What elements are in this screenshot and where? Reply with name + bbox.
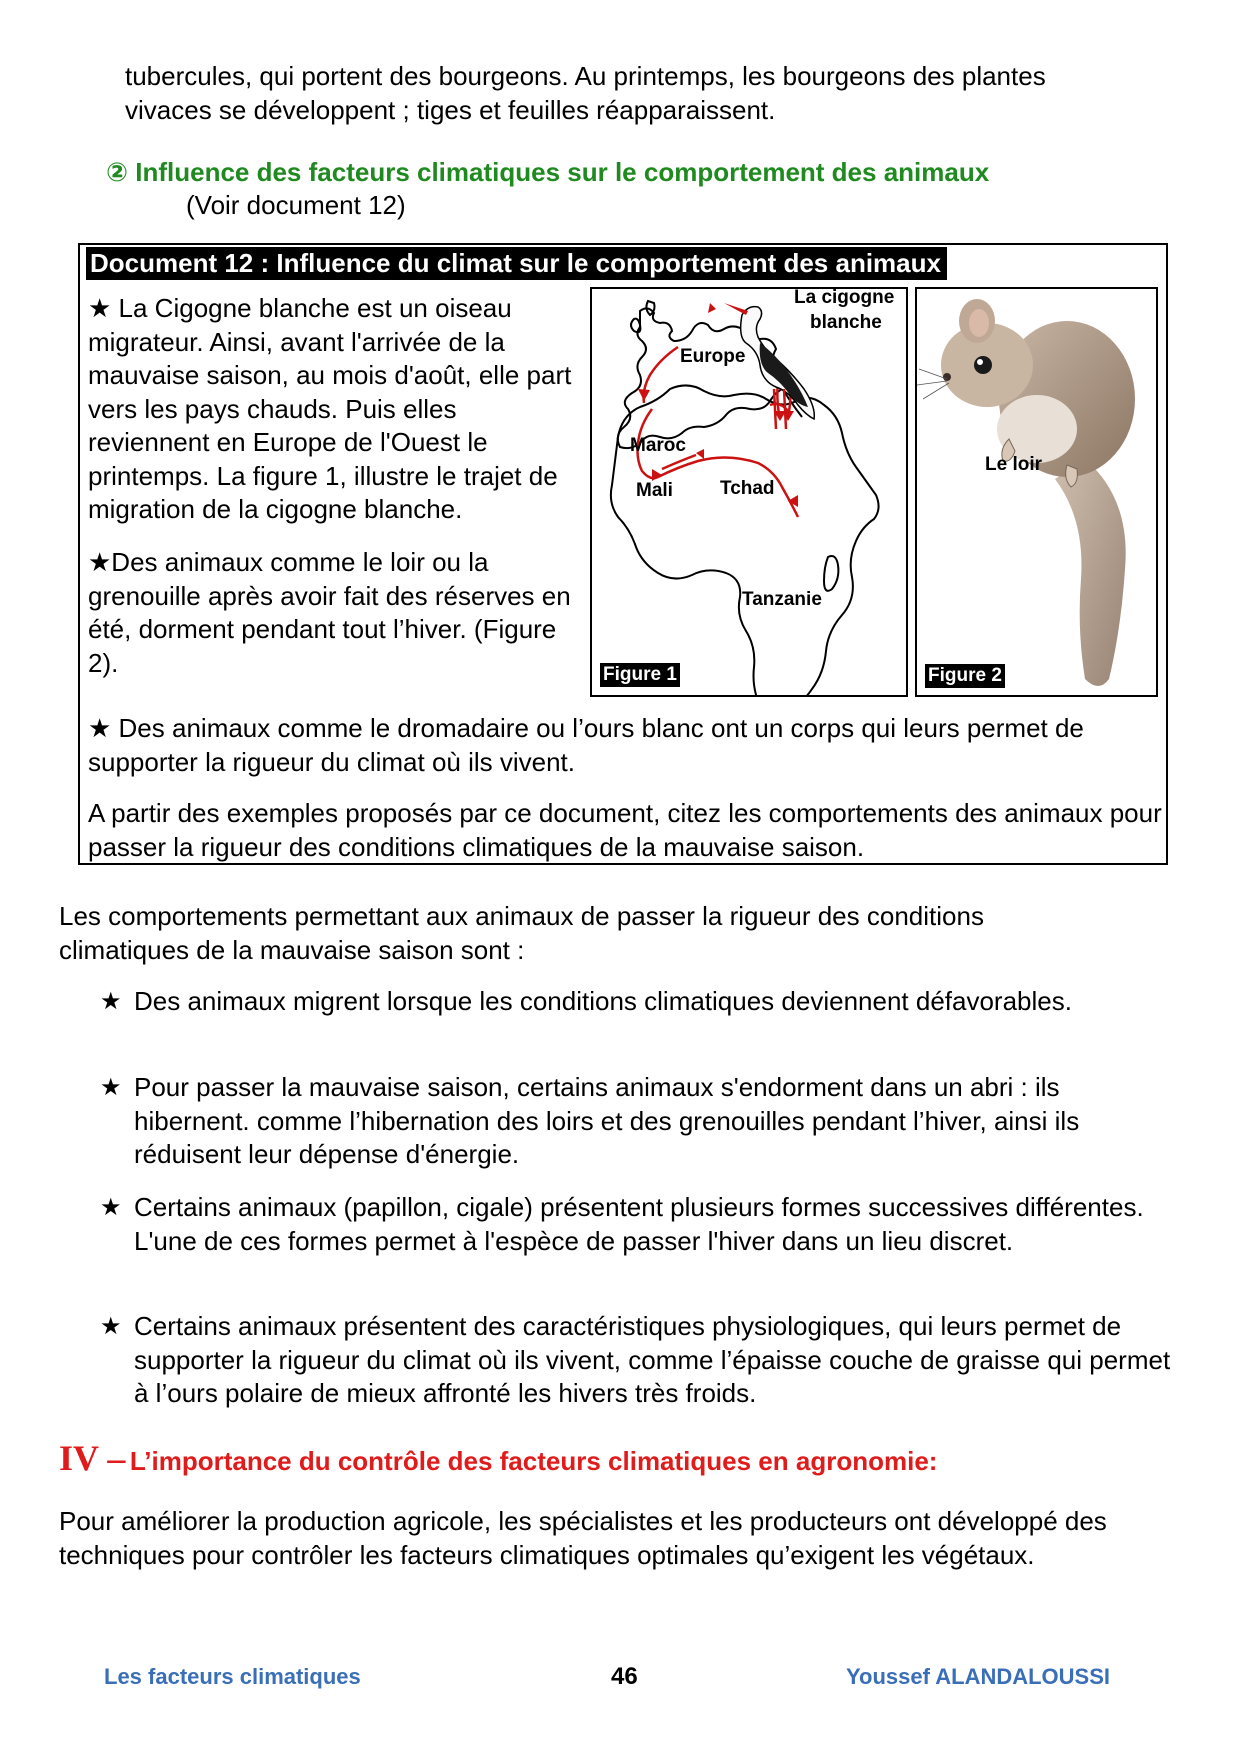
map-label-mali: Mali	[636, 480, 673, 501]
footer-left: Les facteurs climatiques	[104, 1664, 361, 1689]
figure-1-label: Figure 1	[600, 663, 680, 687]
section-2-subnote: (Voir document 12)	[186, 190, 406, 220]
section-2-heading: ② Influence des facteurs climatiques sur le comportement des animaux	[106, 157, 990, 187]
answer-intro: Les comportements permettant aux animaux de passer la rigueur des conditions climatiques de la mauvaise saison sont :	[59, 901, 984, 965]
answer-item-3	[100, 1191, 1180, 1293]
section-4-numeral: IV –	[59, 1438, 126, 1478]
section-4-title: L’importance du contrôle des facteurs climatiques en agronomie:	[129, 1446, 938, 1476]
madagascar-coastline	[824, 556, 838, 591]
document-12-question: A partir des exemples proposés par ce document, citez les comportements des animaux pour passer la rigueur des conditions climatiques de la mauvaise saison.	[88, 798, 1162, 862]
answer-item-4	[100, 1310, 1180, 1412]
footer-page-number: 46	[611, 1663, 638, 1690]
star-icon: ★	[100, 1194, 122, 1221]
answer-item-text: Certains animaux (papillon, cigale) présentent plusieurs formes successives différentes. L'une de ces formes permet à l'espèce de passer l'hiver dans un lieu discret.	[134, 1192, 1144, 1256]
star-icon: ★	[100, 1074, 122, 1101]
stork-label-line-1: La cigogne	[794, 287, 895, 308]
document-12-para-1: ★ La Cigogne blanche est un oiseau migrateur. Ainsi, avant l'arrivée de la mauvaise saison, au mois d'août, elle part vers les pays chauds. Puis elles reviennent en Europe de l'Ouest le printemps. La figure 1, illustre le trajet de migration de la cigogne blanche.	[88, 293, 572, 524]
dormouse-label: Le loir	[985, 454, 1043, 475]
star-icon: ★	[100, 1313, 122, 1340]
stork-label-line-2: blanche	[810, 312, 882, 333]
africa-coastline	[611, 385, 879, 695]
intro-line-1: tubercules, qui portent des bourgeons. Au printemps, les bourgeons des plantes	[125, 61, 1046, 91]
document-12-para-3: ★ Des animaux comme le dromadaire ou l’ours blanc ont un corps qui leurs permet de supporter la rigueur du climat où ils vivent.	[88, 713, 1084, 777]
answer-item-1	[100, 985, 1180, 1055]
map-label-europe: Europe	[680, 346, 746, 367]
answer-item-2	[100, 1071, 1180, 1173]
footer-right: Youssef ALANDALOUSSI	[846, 1664, 1111, 1689]
answer-item-text: Des animaux migrent lorsque les conditions climatiques deviennent défavorables.	[134, 986, 1072, 1016]
dormouse-illustration	[917, 289, 1156, 695]
star-icon: ★	[100, 988, 122, 1015]
map-label-tanzanie: Tanzanie	[742, 589, 822, 610]
document-12-para-2: ★Des animaux comme le loir ou la grenouille après avoir fait des réserves en été, dorment pendant tout l’hiver. (Figure 2).	[88, 547, 571, 678]
figure-2-dormouse	[915, 287, 1158, 697]
answer-item-text: Certains animaux présentent des caractéristiques physiologiques, qui leurs permet de supporter la rigueur du climat où ils vivent, comme l’épaisse couche de graisse qui permet à l’ours polaire de mieux affronté les hivers très froids.	[134, 1311, 1171, 1408]
figure-1-map	[590, 287, 908, 697]
map-label-maroc: Maroc	[630, 435, 686, 456]
document-12-title: Document 12 : Influence du climat sur le comportement des animaux	[86, 247, 947, 280]
intro-line-2: vivaces se développent ; tiges et feuilles réapparaissent.	[125, 95, 776, 125]
figure-2-label: Figure 2	[925, 664, 1005, 688]
uk-coastline	[631, 301, 655, 332]
map-label-tchad: Tchad	[720, 478, 775, 499]
section-4-paragraph: Pour améliorer la production agricole, les spécialistes et les producteurs ont développé des techniques pour contrôler les facteurs climatiques optimales qu’exigent les végétaux.	[59, 1506, 1107, 1570]
section-4-heading	[59, 1437, 937, 1479]
answer-item-text: Pour passer la mauvaise saison, certains animaux s'endorment dans un abri : ils hibernent. comme l’hibernation des loirs et des grenouilles pendant l’hiver, ainsi ils réduisent leur dépense d'énergie.	[134, 1072, 1080, 1169]
